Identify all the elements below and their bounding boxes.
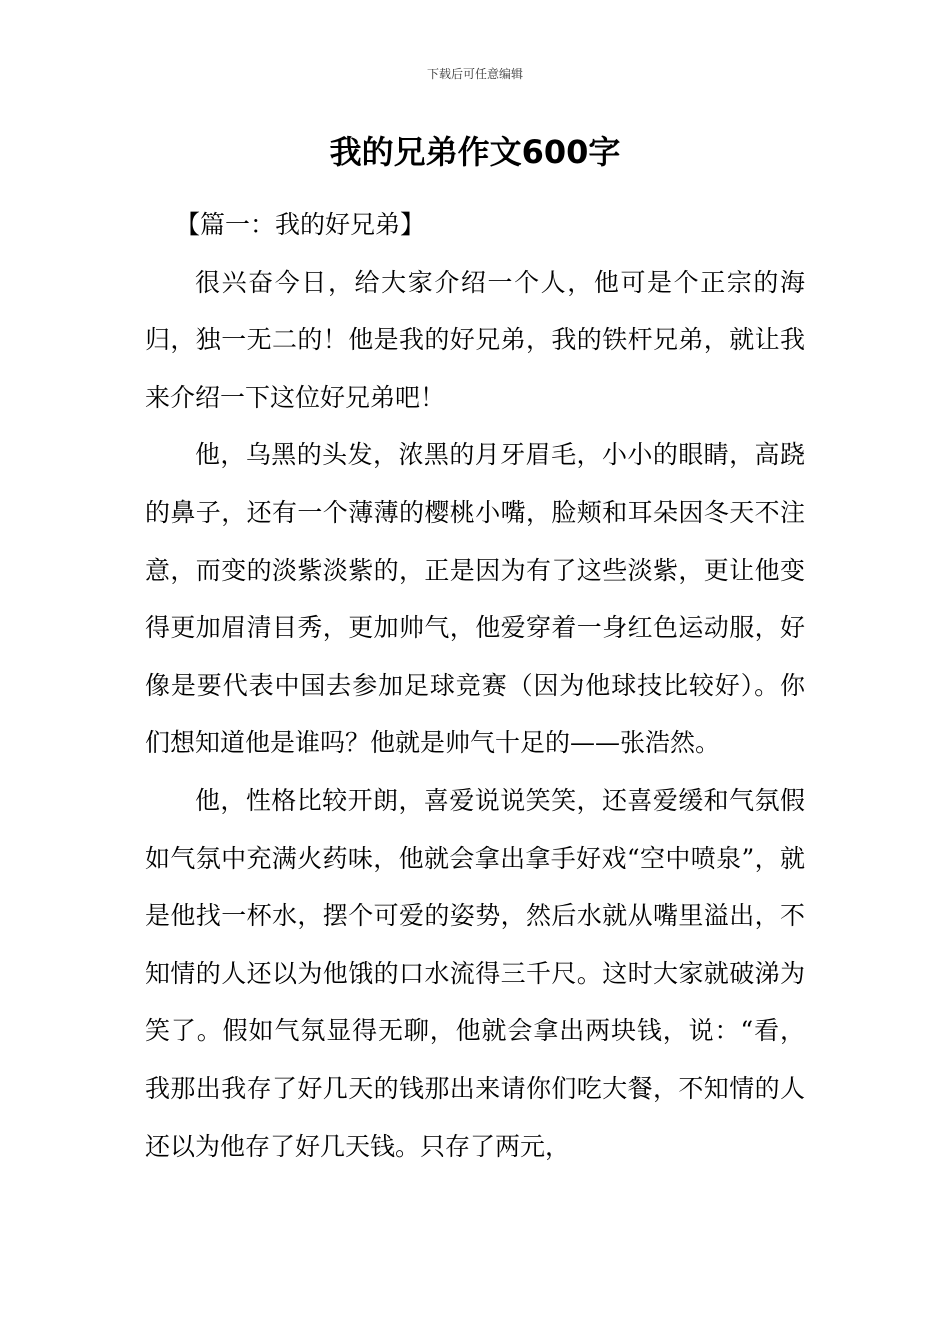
document-body xyxy=(145,196,805,1175)
paragraph-1: 很兴奋今日，给大家介绍一个人，他可是个正宗的海归，独一无二的！他是我的好兄弟，我的铁杆兄弟，就让我来介绍一下这位好兄弟吧！ xyxy=(145,267,805,412)
paragraph-3: 他，性格比较开朗，喜爱说说笑笑，还喜爱缓和气氛假如气氛中充满火药味，他就会拿出拿手好戏“空中喷泉”，就是他找一杯水，摆个可爱的姿势，然后水就从嘴里溢出，不知情的人还以为他饿的口水流得三千尺。这时大家就破涕为笑了。假如气氛显得无聊，他就会拿出两块钱，说：“看，我那出我存了好几天的钱那出来请你们吃大餐，不知情的人还以为他存了好几天钱。只存了两元， xyxy=(145,785,805,1161)
section-heading: 【篇一：我的好兄弟】 xyxy=(175,210,426,239)
paragraph-2: 他，乌黑的头发，浓黑的月牙眉毛，小小的眼睛，高跷的鼻子，还有一个薄薄的樱桃小嘴，脸颊和耳朵因冬天不注意，而变的淡紫淡紫的，正是因为有了这些淡紫，更让他变得更加眉清目秀，更加帅气，他爱穿着一身红色运动服，好像是要代表中国去参加足球竞赛（因为他球技比较好）。你们想知道他是谁吗？他就是帅气十足的——张浩然。 xyxy=(145,440,805,758)
header-note: 下载后可任意编辑 xyxy=(426,67,523,81)
page-title: 我的兄弟作文600字 xyxy=(329,133,621,171)
